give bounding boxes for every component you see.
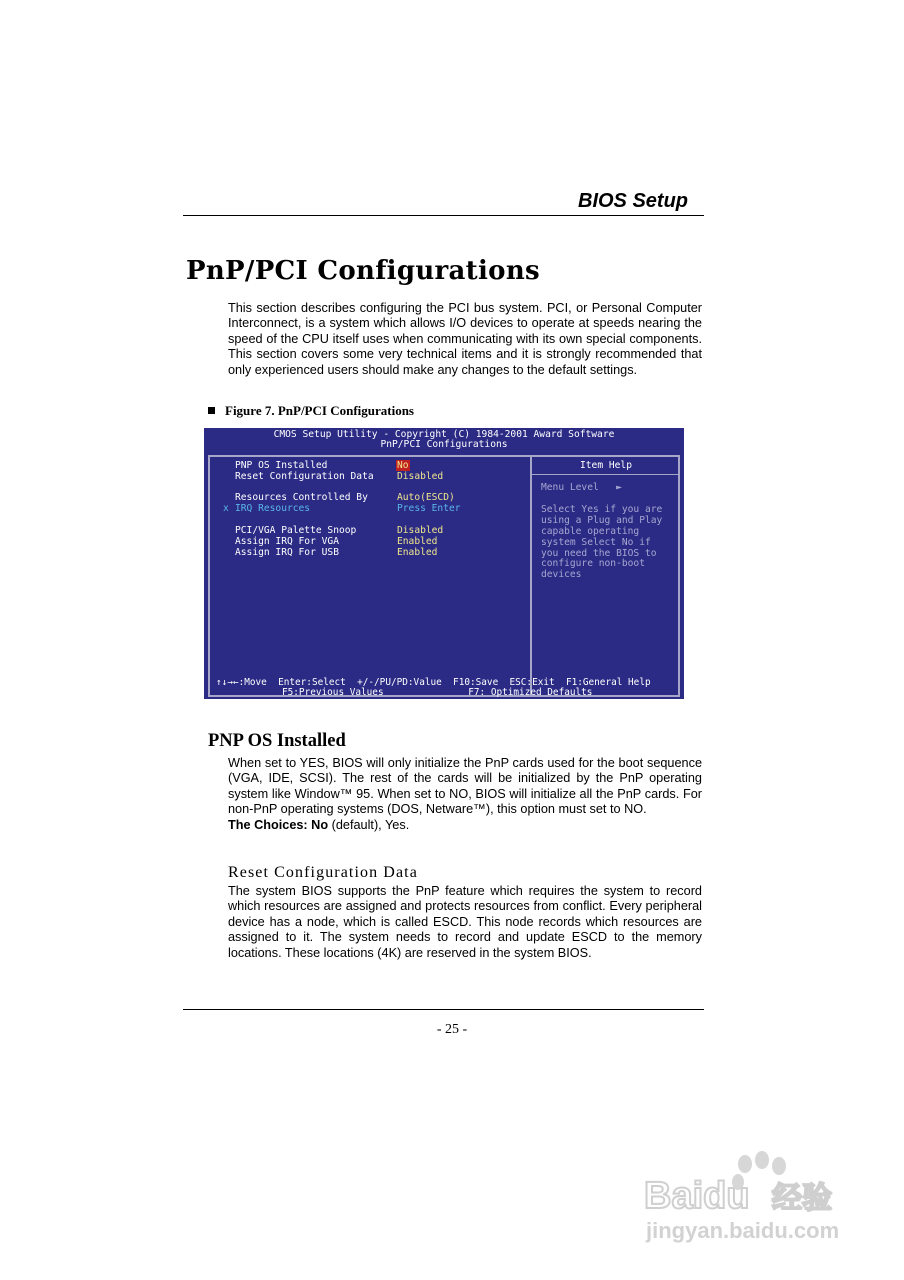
bios-item-value[interactable]: Disabled [397, 471, 444, 482]
bios-help-line: system Select No if [541, 537, 651, 548]
bios-divider [530, 455, 532, 697]
bios-item-label: PNP OS Installed [235, 460, 328, 471]
bios-item-value[interactable]: Disabled [397, 525, 444, 536]
bios-item-label: IRQ Resources [235, 503, 311, 514]
bios-item-value[interactable]: Enabled [397, 536, 438, 547]
bios-subtitle: PnP/PCI Configurations [380, 439, 508, 450]
bios-item-value: No [397, 460, 409, 471]
section-title: PnP/PCI Configurations [186, 256, 540, 286]
header-rule [183, 215, 704, 216]
running-header-title: BIOS Setup [578, 190, 689, 212]
svg-text:Baidu: Baidu [644, 1175, 750, 1217]
bios-help-line: Select Yes if you are [541, 504, 663, 515]
bullet-square-icon [208, 407, 215, 414]
subsection-title-reset: Reset Configuration Data [228, 864, 418, 881]
bios-screen [204, 428, 684, 699]
bios-item-label: Assign IRQ For VGA [235, 536, 339, 547]
bios-item-label: Assign IRQ For USB [235, 547, 339, 558]
bios-help-line: configure non-boot [541, 558, 645, 569]
choices-label: The Choices: No [228, 817, 329, 832]
pnp-body-text: When set to YES, BIOS will only initialize the PnP cards used for the boot sequence (VGA, IDE, SCSI). The rest of the cards will be initialized by the PnP operating system like Window™ 95. When set to NO, BIOS will initialize all the PnP cards. For non-PnP operating systems (DOS, Netware™), this option must set to NO. [228, 756, 702, 817]
bios-item-value[interactable]: Auto(ESCD) [397, 492, 455, 503]
footer-rule [183, 1009, 704, 1010]
paw-icon [640, 1150, 860, 1245]
bios-item-value[interactable]: Press Enter [397, 503, 461, 514]
bios-item-label: Resources Controlled By [235, 492, 368, 503]
figure-caption [208, 403, 414, 419]
pnp-body [228, 756, 702, 833]
bios-help-line: using a Plug and Play [541, 515, 663, 526]
bios-item-label: PCI/VGA Palette Snoop [235, 525, 357, 536]
baidu-watermark-logo [640, 1150, 860, 1245]
bios-help-rule [532, 474, 680, 475]
bios-footer-keys: ↑↓→←:Move Enter:Select +/-/PU/PD:Value F10:Save ESC:Exit F1:General Help [216, 677, 651, 688]
bios-help-line: you need the BIOS to [541, 548, 657, 559]
svg-text:经验: 经验 [772, 1181, 832, 1216]
bios-title: CMOS Setup Utility - Copyright (C) 1984-2001 Award Software [273, 429, 615, 440]
page-number: - 25 - [436, 1022, 468, 1037]
reset-body: The system BIOS supports the PnP feature which requires the system to record which resources are assigned and protects resources from conflict. Every peripheral device has a node, which is called ESCD. This node records which resources are assigned to it. The system needs to record and update ESCD to the memory locations. These locations (4K) are reserved in the system BIOS. [228, 884, 702, 960]
figure-caption-text: Figure 7. PnP/PCI Configurations [225, 403, 414, 418]
svg-text:jingyan.baidu.com: jingyan.baidu.com [646, 1218, 840, 1243]
section-intro: This section describes configuring the PCI bus system. PCI, or Personal Computer Interconnect, is a system which allows I/O devices to operate at speeds nearing the speed of the CPU itself uses when communicating with its own special components. This section covers some very technical items and it is strongly recommended that only experienced users should make any changes to the default settings. [228, 301, 702, 377]
bios-help-line: capable operating [541, 526, 640, 537]
subsection-title: PNP OS Installed [208, 731, 346, 751]
bios-item-value[interactable]: Enabled [397, 547, 438, 558]
bios-help-line: devices [541, 569, 582, 580]
bios-submenu-marker-icon: x [223, 503, 229, 514]
bios-help-title: Item Help [580, 460, 632, 471]
bios-item-label: Reset Configuration Data [235, 471, 374, 482]
choices-rest: (default), Yes. [328, 817, 410, 832]
bios-footer-keys-2: F5:Previous Values F7: Optimized Defaults [282, 687, 593, 698]
bios-menu-level: Menu Level ► [541, 482, 622, 493]
